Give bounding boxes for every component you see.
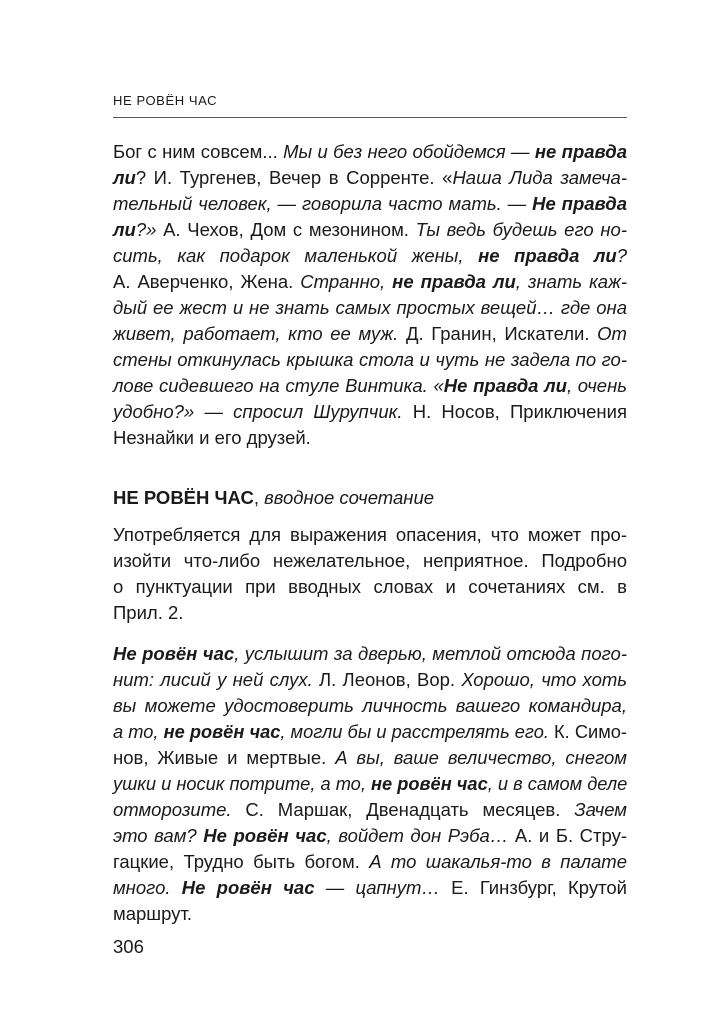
text-line: Не ровён час, услышит за дверью, метлой отсюда пого-: [113, 643, 627, 664]
text-line: ушки и носик потрите, а то, не ровён час, и в самом деле: [113, 773, 628, 794]
text-line: Бог с ним совсем... Мы и без него обойдемся — не правда: [113, 141, 628, 162]
text-line: отморозите. С. Маршак, Двенадцать месяцев. Зачем: [113, 799, 627, 820]
text-line: ли? И. Тургенев, Вечер в Сорренте. «Наша Лида замеча-: [113, 167, 627, 188]
text-line: а то, не ровён час, могли бы и расстрелять его. К. Симо-: [113, 721, 628, 742]
text-line: изойти что-либо нежелательное, неприятное. Подробно: [113, 550, 627, 571]
text-line: удобно?» — спросил Шурупчик. Н. Носов, Приключения: [113, 401, 627, 422]
text-line: тельный человек, — говорила часто мать. — Не правда: [113, 193, 627, 214]
text-line: А. Аверченко, Жена. Странно, не правда ли, знать каж-: [113, 271, 627, 292]
examples-block-2: [113, 641, 627, 927]
text-line: маршрут.: [113, 903, 193, 924]
examples-block-1: [113, 139, 627, 451]
text-line: сить, как подарок маленькой жены, не правда ли?: [113, 245, 627, 266]
running-head: НЕ РОВЁН ЧАС: [113, 93, 218, 108]
text-line: дый ее жест и не знать самых простых вещей… где она: [113, 297, 627, 318]
text-line: Прил. 2.: [113, 602, 184, 623]
entry-headword: НЕ РОВЁН ЧАС: [113, 487, 254, 508]
text-line: лове сидевшего на стуле Винтика. «Не правда ли, очень: [113, 375, 628, 396]
text-line: нит: лисий у ней слух. Л. Леонов, Вор. Хорошо, что хоть: [113, 669, 627, 690]
text-line: нов, Живые и мертвые. А вы, ваше величество, снегом: [113, 747, 627, 768]
entry-grammar-label: вводное сочетание: [264, 487, 435, 508]
text-line: ли?» А. Чехов, Дом с мезонином. Ты ведь будешь его но-: [113, 219, 628, 240]
text-line: вы можете удостоверить личность вашего командира,: [113, 695, 627, 716]
book-page: [113, 0, 627, 1034]
page-number: 306: [113, 936, 144, 957]
text-line: живет, работает, кто ее муж. Д. Гранин, Искатели. От: [113, 323, 627, 344]
text-line: стены откинулась крышка стола и чуть не задела по го-: [113, 349, 627, 370]
text-line: Незнайки и его друзей.: [113, 427, 311, 448]
entry-definition: [113, 522, 627, 626]
text-line: о пунктуации при вводных словах и сочетаниях см. в: [113, 576, 627, 597]
text-line: Употребляется для выражения опасения, что может про-: [113, 524, 627, 545]
text-line: это вам? Не ровён час, войдет дон Рэба… А. и Б. Стру-: [113, 825, 627, 846]
entry-heading: НЕ РОВЁН ЧАС, вводное сочетание: [113, 487, 435, 508]
text-line: много. Не ровён час — цапнут… Е. Гинзбург, Крутой: [113, 877, 628, 898]
text-line: гацкие, Трудно быть богом. А то шакалья-то в палате: [113, 851, 627, 872]
header-rule: [113, 117, 627, 118]
